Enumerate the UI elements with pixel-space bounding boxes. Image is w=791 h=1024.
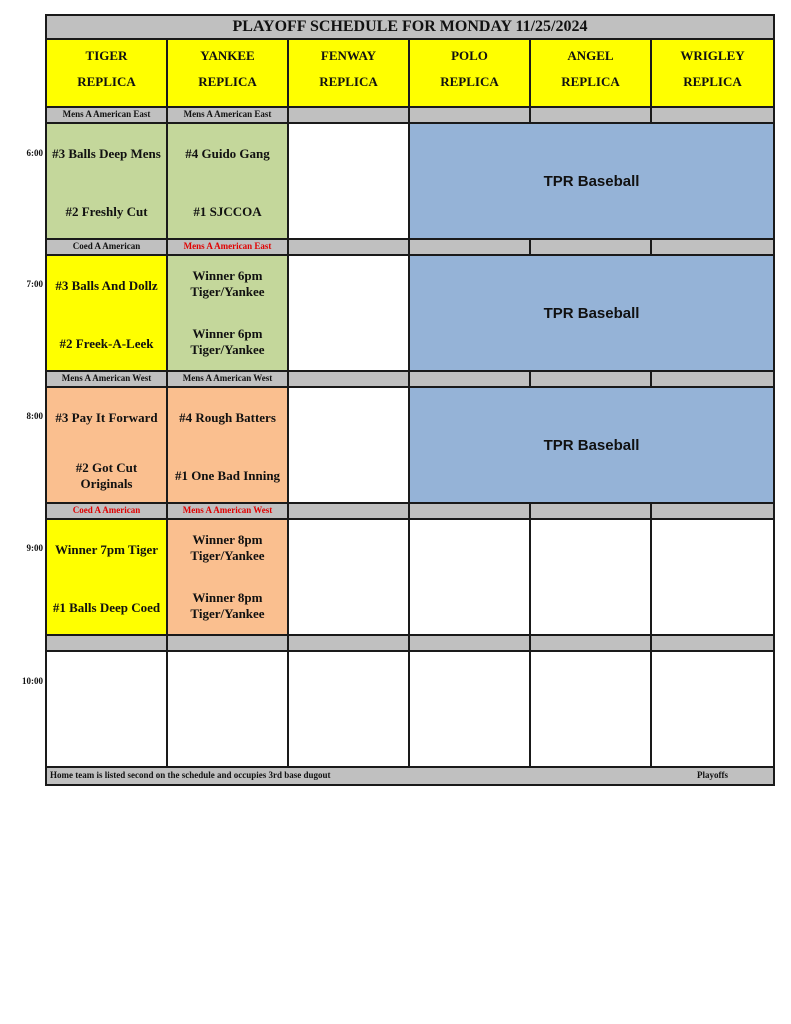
division-spacer: [531, 240, 652, 256]
home-team: #2 Got Cut Originals: [75, 460, 138, 491]
division-spacer: [652, 636, 773, 652]
empty-cell-yankee-10pm: [168, 652, 289, 768]
division-spacer: [531, 372, 652, 388]
field-sub: REPLICA: [198, 74, 257, 89]
time-label-9: 9:00: [26, 543, 43, 553]
division-spacer: [410, 240, 531, 256]
field-sub: REPLICA: [319, 74, 378, 89]
empty-cell-fenway-8pm: [289, 388, 410, 504]
division-spacer: [289, 240, 410, 256]
empty-cell-fenway-10pm: [289, 652, 410, 768]
division-spacer: [652, 240, 773, 256]
game-cell-yankee-6pm[interactable]: [168, 124, 289, 240]
game-cell-yankee-8pm[interactable]: [168, 388, 289, 504]
home-team: #1 One Bad Inning: [174, 468, 281, 483]
field-sub: REPLICA: [440, 74, 499, 89]
time-label-10: 10:00: [22, 676, 43, 686]
division-spacer: [289, 372, 410, 388]
game-cell-yankee-7pm[interactable]: [168, 256, 289, 372]
game-cell-tiger-8pm[interactable]: [47, 388, 168, 504]
field-header-fenway: [289, 40, 410, 108]
field-sub: REPLICA: [683, 74, 742, 89]
away-team: #4 Rough Batters: [179, 410, 276, 425]
division-spacer: [289, 504, 410, 520]
empty-cell-angel-9pm: [531, 520, 652, 636]
division-label: Coed A American: [47, 504, 168, 520]
empty-cell-tiger-10pm: [47, 652, 168, 768]
field-name: ANGEL: [567, 48, 614, 63]
field-sub: REPLICA: [77, 74, 136, 89]
home-team: Winner 8pm Tiger/Yankee: [190, 590, 265, 621]
field-sub: REPLICA: [561, 74, 620, 89]
block-tpr-baseball-6pm[interactable]: TPR Baseball: [410, 124, 773, 240]
block-tpr-baseball-8pm[interactable]: TPR Baseball: [410, 388, 773, 504]
away-team: #4 Guido Gang: [185, 146, 270, 161]
field-name: TIGER: [85, 48, 128, 63]
away-team: #3 Pay It Forward: [55, 410, 158, 425]
game-cell-yankee-9pm[interactable]: [168, 520, 289, 636]
home-team: Winner 6pm Tiger/Yankee: [190, 326, 265, 357]
division-label: Mens A American West: [168, 504, 289, 520]
empty-cell-polo-10pm: [410, 652, 531, 768]
game-cell-tiger-6pm[interactable]: [47, 124, 168, 240]
division-spacer: [289, 636, 410, 652]
division-spacer: [289, 108, 410, 124]
page-title: PLAYOFF SCHEDULE FOR MONDAY 11/25/2024: [47, 16, 773, 40]
game-cell-tiger-7pm[interactable]: [47, 256, 168, 372]
schedule-grid: [45, 14, 775, 786]
home-team: #2 Freshly Cut: [65, 204, 148, 219]
division-spacer: [652, 108, 773, 124]
footer-label: Playoffs: [697, 770, 728, 780]
empty-cell-angel-10pm: [531, 652, 652, 768]
division-spacer: [410, 372, 531, 388]
field-header-polo: [410, 40, 531, 108]
away-team: #3 Balls And Dollz: [55, 278, 158, 293]
time-label-7: 7:00: [26, 279, 43, 289]
block-tpr-baseball-7pm[interactable]: TPR Baseball: [410, 256, 773, 372]
empty-cell-wrigley-9pm: [652, 520, 773, 636]
empty-cell-wrigley-10pm: [652, 652, 773, 768]
division-label: Mens A American East: [168, 108, 289, 124]
time-label-6: 6:00: [26, 148, 43, 158]
away-team: Winner 6pm Tiger/Yankee: [190, 268, 265, 299]
division-spacer: [531, 108, 652, 124]
division-spacer: [652, 372, 773, 388]
field-name: WRIGLEY: [680, 48, 745, 63]
time-label-8: 8:00: [26, 411, 43, 421]
field-header-angel: [531, 40, 652, 108]
division-label: Mens A American East: [168, 240, 289, 256]
away-team: Winner 8pm Tiger/Yankee: [190, 532, 265, 563]
home-team: #1 Balls Deep Coed: [52, 600, 161, 615]
division-spacer: [531, 504, 652, 520]
home-team: #1 SJCCOA: [193, 204, 262, 219]
division-spacer: [410, 108, 531, 124]
division-label: Mens A American West: [47, 372, 168, 388]
division-spacer: [47, 636, 168, 652]
division-label: Mens A American West: [168, 372, 289, 388]
division-spacer: [531, 636, 652, 652]
field-name: POLO: [451, 48, 488, 63]
empty-cell-polo-9pm: [410, 520, 531, 636]
empty-cell-fenway-7pm: [289, 256, 410, 372]
division-spacer: [410, 504, 531, 520]
field-header-yankee: [168, 40, 289, 108]
field-name: FENWAY: [320, 48, 377, 63]
empty-cell-fenway-6pm: [289, 124, 410, 240]
division-spacer: [652, 504, 773, 520]
footer-bar: [47, 768, 773, 784]
division-label: Mens A American East: [47, 108, 168, 124]
empty-cell-fenway-9pm: [289, 520, 410, 636]
division-spacer: [168, 636, 289, 652]
field-header-tiger: [47, 40, 168, 108]
field-header-wrigley: [652, 40, 773, 108]
footer-note: Home team is listed second on the schedule and occupies 3rd base dugout: [50, 770, 331, 780]
game-cell-tiger-9pm[interactable]: [47, 520, 168, 636]
division-label: Coed A American: [47, 240, 168, 256]
away-team: Winner 7pm Tiger: [54, 542, 159, 557]
division-spacer: [410, 636, 531, 652]
field-name: YANKEE: [200, 48, 255, 63]
away-team: #3 Balls Deep Mens: [52, 146, 161, 161]
home-team: #2 Freek-A-Leek: [59, 336, 154, 351]
